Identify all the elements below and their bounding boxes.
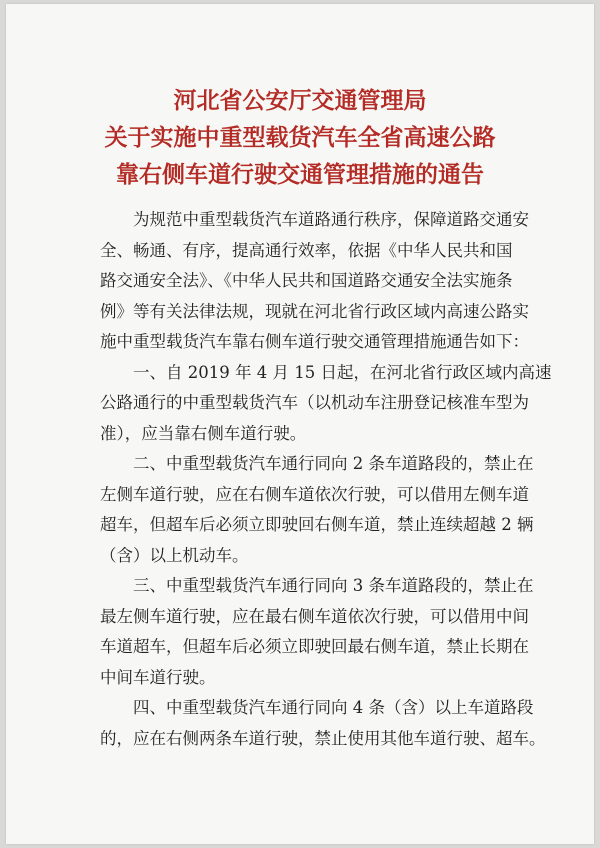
paragraph-item-3-cont bbox=[100, 602, 554, 694]
text-line: 准），应当靠右侧车道行驶。 bbox=[100, 423, 307, 443]
title-line: 靠右侧车道行驶交通管理措施的通告 bbox=[116, 161, 484, 188]
text-line: 一、自 2019 年 4 月 15 日起，在河北省行政区域内高速 bbox=[133, 362, 552, 382]
notice-body bbox=[100, 205, 554, 754]
text-line: 路交通安全法》、《中华人民共和国道路交通安全法实施条 bbox=[100, 271, 513, 290]
text-line: 三、中重型载货汽车通行同向 3 条车道路段的，禁止在 bbox=[133, 576, 534, 595]
paragraph-item-3 bbox=[100, 571, 554, 602]
paragraph-item-4-cont bbox=[100, 724, 554, 755]
text-line: 的，应在右侧两条车道行驶，禁止使用其他车道行驶、超车。 bbox=[100, 728, 546, 748]
text-line: 二、中重型载货汽车通行同向 2 条车道路段的，禁止在 bbox=[133, 454, 534, 473]
paragraph-item-2-cont bbox=[100, 480, 554, 572]
text-line: 左侧车道行驶，应在右侧车道依次行驶，可以借用左侧车道 bbox=[100, 484, 529, 504]
document-page bbox=[6, 4, 594, 844]
text-line: 车道超车，但超车后必须立即驶回最右侧车道，禁止长期在 bbox=[100, 637, 529, 656]
text-line: 施中重型载货汽车靠右侧车道行驶交通管理措施通告如下： bbox=[100, 332, 529, 351]
paragraph-item-4 bbox=[100, 693, 554, 724]
paragraph-item-2 bbox=[100, 449, 554, 480]
title-line: 河北省公安厅交通管理局 bbox=[173, 87, 427, 114]
text-line: 四、中重型载货汽车通行同向 4 条（含）以上车道路段 bbox=[133, 698, 534, 717]
text-line: （含）以上机动车。 bbox=[100, 545, 249, 565]
text-line: 全、畅通、有序，提高通行效率，依据《中华人民共和国 bbox=[100, 240, 513, 260]
text-line: 公路通行的中重型载货汽车（以机动车注册登记核准车型为 bbox=[100, 393, 529, 412]
title-line: 关于实施中重型载货汽车全省高速公路 bbox=[104, 124, 496, 151]
notice-title bbox=[6, 82, 594, 193]
paragraph-item-1 bbox=[100, 358, 554, 389]
paragraph-intro-cont bbox=[100, 236, 554, 358]
text-line: 为规范中重型载货汽车道路通行秩序，保障道路交通安 bbox=[133, 210, 529, 229]
paragraph-intro bbox=[100, 205, 554, 236]
text-line: 最左侧车道行驶，应在最右侧车道依次行驶，可以借用中间 bbox=[100, 606, 529, 626]
text-line: 中间车道行驶。 bbox=[100, 667, 216, 687]
paragraph-item-1-cont bbox=[100, 388, 554, 449]
text-line: 超车，但超车后必须立即驶回右侧车道，禁止连续超越 2 辆 bbox=[100, 515, 534, 534]
text-line: 例》等有关法律法规，现就在河北省行政区域内高速公路实 bbox=[100, 301, 529, 321]
